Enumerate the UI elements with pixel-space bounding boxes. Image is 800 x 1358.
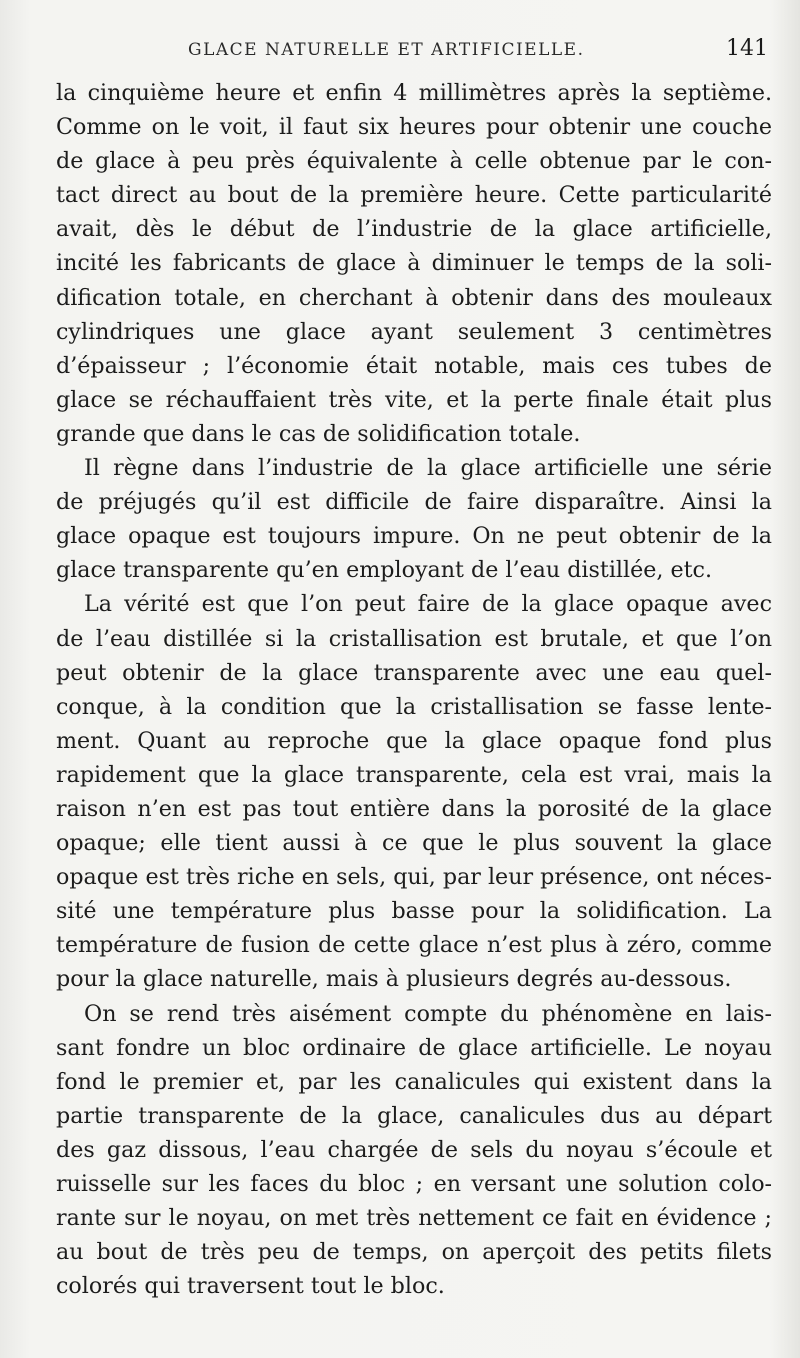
text-line: tact direct au bout de la première heure. Cette particularité (56, 182, 772, 209)
text-line: raison n’en est pas tout entière dans la porosité de la glace (56, 795, 772, 822)
text-line: glace transparente qu’en employant de l’eau distillée, etc. (56, 557, 713, 584)
text-line: au bout de très peu de temps, on aperçoit des petits filets (56, 1239, 773, 1266)
paragraph (56, 451, 772, 587)
text-line: ruisselle sur les faces du bloc ; en versant une solution colo- (56, 1171, 773, 1197)
text-line: température de fusion de cette glace n’est plus à zéro, comme (56, 932, 773, 959)
text-line: opaque; elle tient aussi à ce que le plus souvent la glace (56, 830, 772, 857)
paragraph (56, 997, 772, 1304)
paragraph (56, 587, 772, 996)
text-line: sant fondre un bloc ordinaire de glace artificielle. Le noyau (56, 1034, 773, 1061)
text-line: ment. Quant au reproche que la glace opaque fond plus (56, 727, 772, 754)
text-line: cylindriques une glace ayant seulement 3 centimètres (56, 318, 772, 345)
text-line: dification totale, en cherchant à obtenir dans des mouleaux (56, 284, 772, 311)
text-line: de préjugés qu’il est difficile de faire disparaître. Ainsi la (56, 489, 772, 516)
text-line: partie transparente de la glace, canalicules dus au départ (56, 1102, 773, 1129)
text-line: grande que dans le cas de solidification totale. (56, 420, 581, 447)
text-line: rante sur le noyau, on met très nettement ce fait en évidence ; (56, 1205, 772, 1232)
text-line: La vérité est que l’on peut faire de la glace opaque avec (84, 591, 772, 618)
text-line: fond le premier et, par les canalicules qui existent dans la (56, 1068, 772, 1095)
page-header (58, 36, 768, 70)
text-line: avait, dès le début de l’industrie de la glace artificielle, (56, 216, 772, 243)
text-line: peut obtenir de la glace transparente avec une eau quel- (56, 659, 772, 686)
text-line: colorés qui traversent tout le bloc. (56, 1273, 445, 1300)
text-line: conque, à la condition que la cristallisation se fasse lente- (56, 693, 772, 720)
text-line: rapidement que la glace transparente, cela est vrai, mais la (56, 761, 772, 788)
text-line: de l’eau distillée si la cristallisation est brutale, et que l’on (56, 625, 772, 652)
text-line: des gaz dissous, l’eau chargée de sels du noyau s’écoule et (56, 1136, 772, 1163)
text-line: glace opaque est toujours impure. On ne peut obtenir de la (56, 523, 772, 550)
text-line: On se rend très aisément compte du phénomène en lais- (84, 1000, 773, 1027)
text-line: la cinquième heure et enfin 4 millimètres après la septième. (56, 80, 773, 106)
text-line: pour la glace naturelle, mais à plusieurs degrés au-dessous. (56, 966, 732, 993)
text-line: opaque est très riche en sels, qui, par leur présence, ont néces- (56, 864, 773, 891)
text-line: d’épaisseur ; l’économie était notable, mais ces tubes de (56, 352, 772, 379)
body-text (56, 76, 772, 1303)
page-number: 141 (726, 36, 768, 61)
text-line: incité les fabricants de glace à diminuer le temps de la soli- (56, 250, 773, 277)
text-line: sité une température plus basse pour la solidification. La (56, 898, 772, 925)
text-line: glace se réchauffaient très vite, et la perte finale était plus (56, 386, 772, 413)
text-line: Il règne dans l’industrie de la glace artificielle une série (84, 455, 773, 482)
text-line: Comme on le voit, il faut six heures pour obtenir une couche (56, 114, 772, 141)
running-title: GLACE NATURELLE ET ARTIFICIELLE. (188, 40, 585, 60)
paragraph (56, 76, 772, 451)
text-line: de glace à peu près équivalente à celle obtenue par le con- (56, 148, 772, 175)
